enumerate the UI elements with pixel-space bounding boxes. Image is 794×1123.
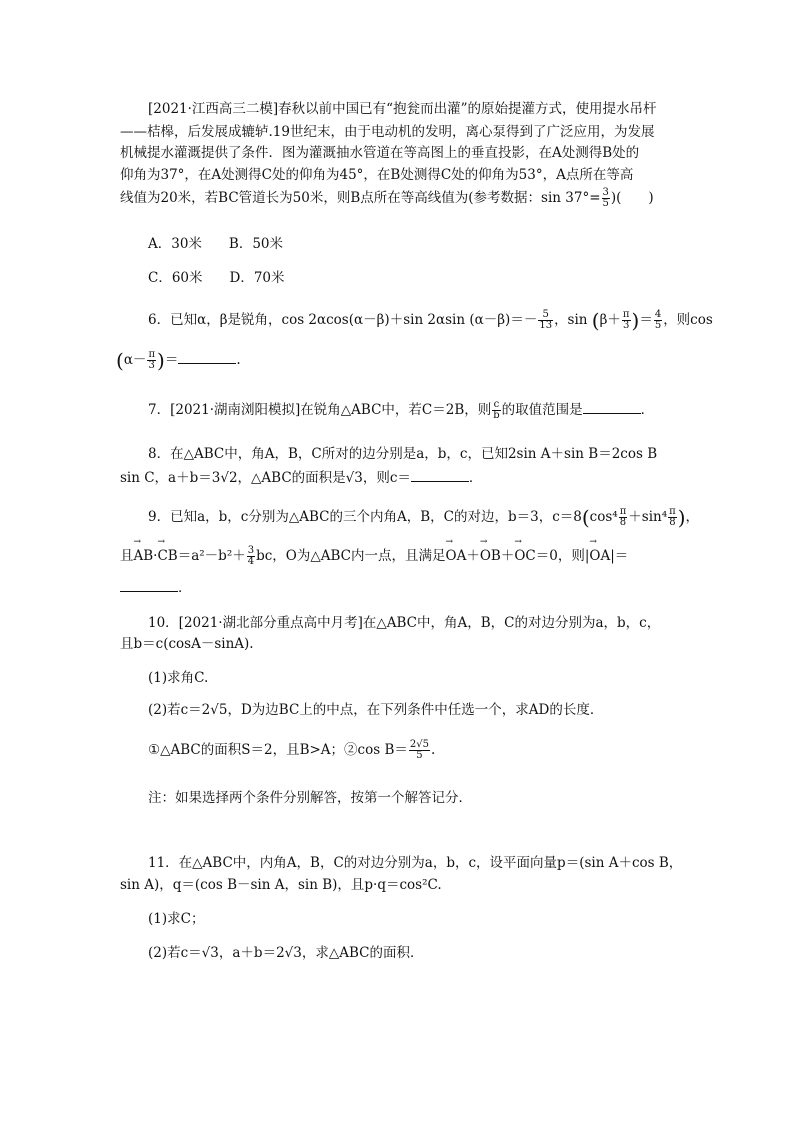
q5-line3: 机械提水灌溉提供了条件．图为灌溉抽水管道在等高图上的垂直投影，在A处测得B处的 <box>120 145 640 161</box>
q7-line: 7．[2021·湖南浏阳模拟]在锐角△ABC中，若C＝2B，则 $\frac{c}{b}$ 的取值范围是 ． <box>148 399 655 421</box>
q5-line5 <box>120 186 654 209</box>
q5-fraction: $\frac{3}{5}$ <box>602 187 609 209</box>
q6-fraction-1: $\frac{5}{13}$ <box>539 309 553 331</box>
q9-line3: ． <box>120 576 192 596</box>
q9-fraction-3: $\frac{3}{4}$ <box>247 545 255 567</box>
q5-line4: 仰角为37°，在A处测得C处的仰角为45°，在B处测得C处的仰角为53°，A点所在等高 <box>120 167 634 183</box>
q8-answer-blank <box>411 469 469 482</box>
q11-line2: sin A)，q＝(cos B－sin A，sin B)，且p·q＝cos²C. <box>120 877 442 893</box>
q9-line1: 9．已知a，b，c分别为△ABC的三个内角A，B，C的对边，b＝3，c＝8(cos⁴ $\frac{\pi}{8}$ ＋sin⁴ $\frac{\pi}{8}$ )， <box>148 505 700 530</box>
q10-note: 注：如果选择两个条件分别解答，按第一个解答记分． <box>148 790 472 806</box>
q10-part2: (2)若c＝2√5，D为边BC上的中点，在下列条件中任选一个，求AD的长度． <box>148 702 604 718</box>
q5-line5-text: 线值为20米，若BC管道长为50米，则B点所在等高线值为(参考数据：sin 37°= <box>120 190 601 206</box>
q10-part1: (1)求角C. <box>148 670 209 686</box>
vector-ob: → OB <box>480 548 501 564</box>
q10-conditions: ①△ABC的面积S＝2，且B>A；②cos B＝ $\frac{2√5}{5}$ . <box>148 739 436 761</box>
q6-fraction-3: $\frac{4}{5}$ <box>654 309 662 331</box>
vector-ab: → AB <box>134 548 154 564</box>
q6-answer-blank <box>178 351 236 364</box>
q8-line1: 8．在△ABC中，角A，B，C所对的边分别是a，b，c，已知2sin A＋sin B＝2cos B <box>148 446 658 462</box>
q11-part2: (2)若c＝√3，a＋b＝2√3，求△ABC的面积． <box>148 945 424 961</box>
q6-line1: 6．已知α，β是锐角，cos 2αcos(α－β)＋sin 2αsin (α－β)＝－ $\frac{5}{13}$ ，sin (β＋ $\frac{\pi}{3}$ )＝ $\frac{4}{5}$ ，则cos <box>148 308 713 333</box>
q5-answer-paren: )( ) <box>610 190 654 206</box>
q9-answer-blank <box>120 579 178 592</box>
q5-option-ab: A．30米 B．50米 <box>148 236 284 252</box>
q9-line2: 且→ AB·→ CB＝a²－b²＋ $\frac{3}{4}$ bc，O为△ABC内一点，且满足→ OA＋→ OB＋→ OC＝0，则|→ OA|＝ <box>120 544 628 567</box>
q5-option-cd: C．60米 D．70米 <box>148 270 285 286</box>
q6-fraction-2: $\frac{\pi}{3}$ <box>622 309 630 331</box>
q7-answer-blank <box>583 401 641 414</box>
vector-cb: → CB <box>157 548 177 564</box>
q10-line2: 且b＝c(cosA－sinA). <box>120 636 254 652</box>
q9-fraction-2: $\frac{\pi}{8}$ <box>669 506 676 528</box>
q10-fraction: $\frac{2√5}{5}$ <box>409 739 429 761</box>
vector-oa: → OA <box>446 548 467 564</box>
vector-oa-magnitude: → OA <box>589 548 610 564</box>
q11-line1: 11．在△ABC中，内角A，B，C的对边分别为a，b，c，设平面向量p＝(sin A＋cos B， <box>148 855 683 871</box>
q9-fraction-1: $\frac{\pi}{8}$ <box>619 506 627 528</box>
q6-fraction-4: $\frac{\pi}{3}$ <box>148 349 156 371</box>
q8-line2: sin C，a＋b＝3√2，△ABC的面积是√3，则c＝ ． <box>120 470 483 486</box>
q5-line2: ——桔槔，后发展成辘轳.19世纪末，由于电动机的发明，离心泵得到了广泛应用，为发展 <box>120 124 655 140</box>
q10-line1: 10．[2021·湖北部分重点高中月考]在△ABC中，角A，B，C的对边分别为a，b，c， <box>148 615 661 631</box>
q7-fraction: $\frac{c}{b}$ <box>493 399 500 421</box>
q5-line1: [2021·江西高三二模]春秋以前中国已有“抱瓮而出灌”的原始提灌方式，使用提水吊杆 <box>148 101 657 117</box>
q6-line2: (α－ $\frac{\pi}{3}$ )＝ . <box>116 348 241 373</box>
vector-oc: → OC <box>514 548 535 564</box>
q11-part1: (1)求C； <box>148 911 205 927</box>
